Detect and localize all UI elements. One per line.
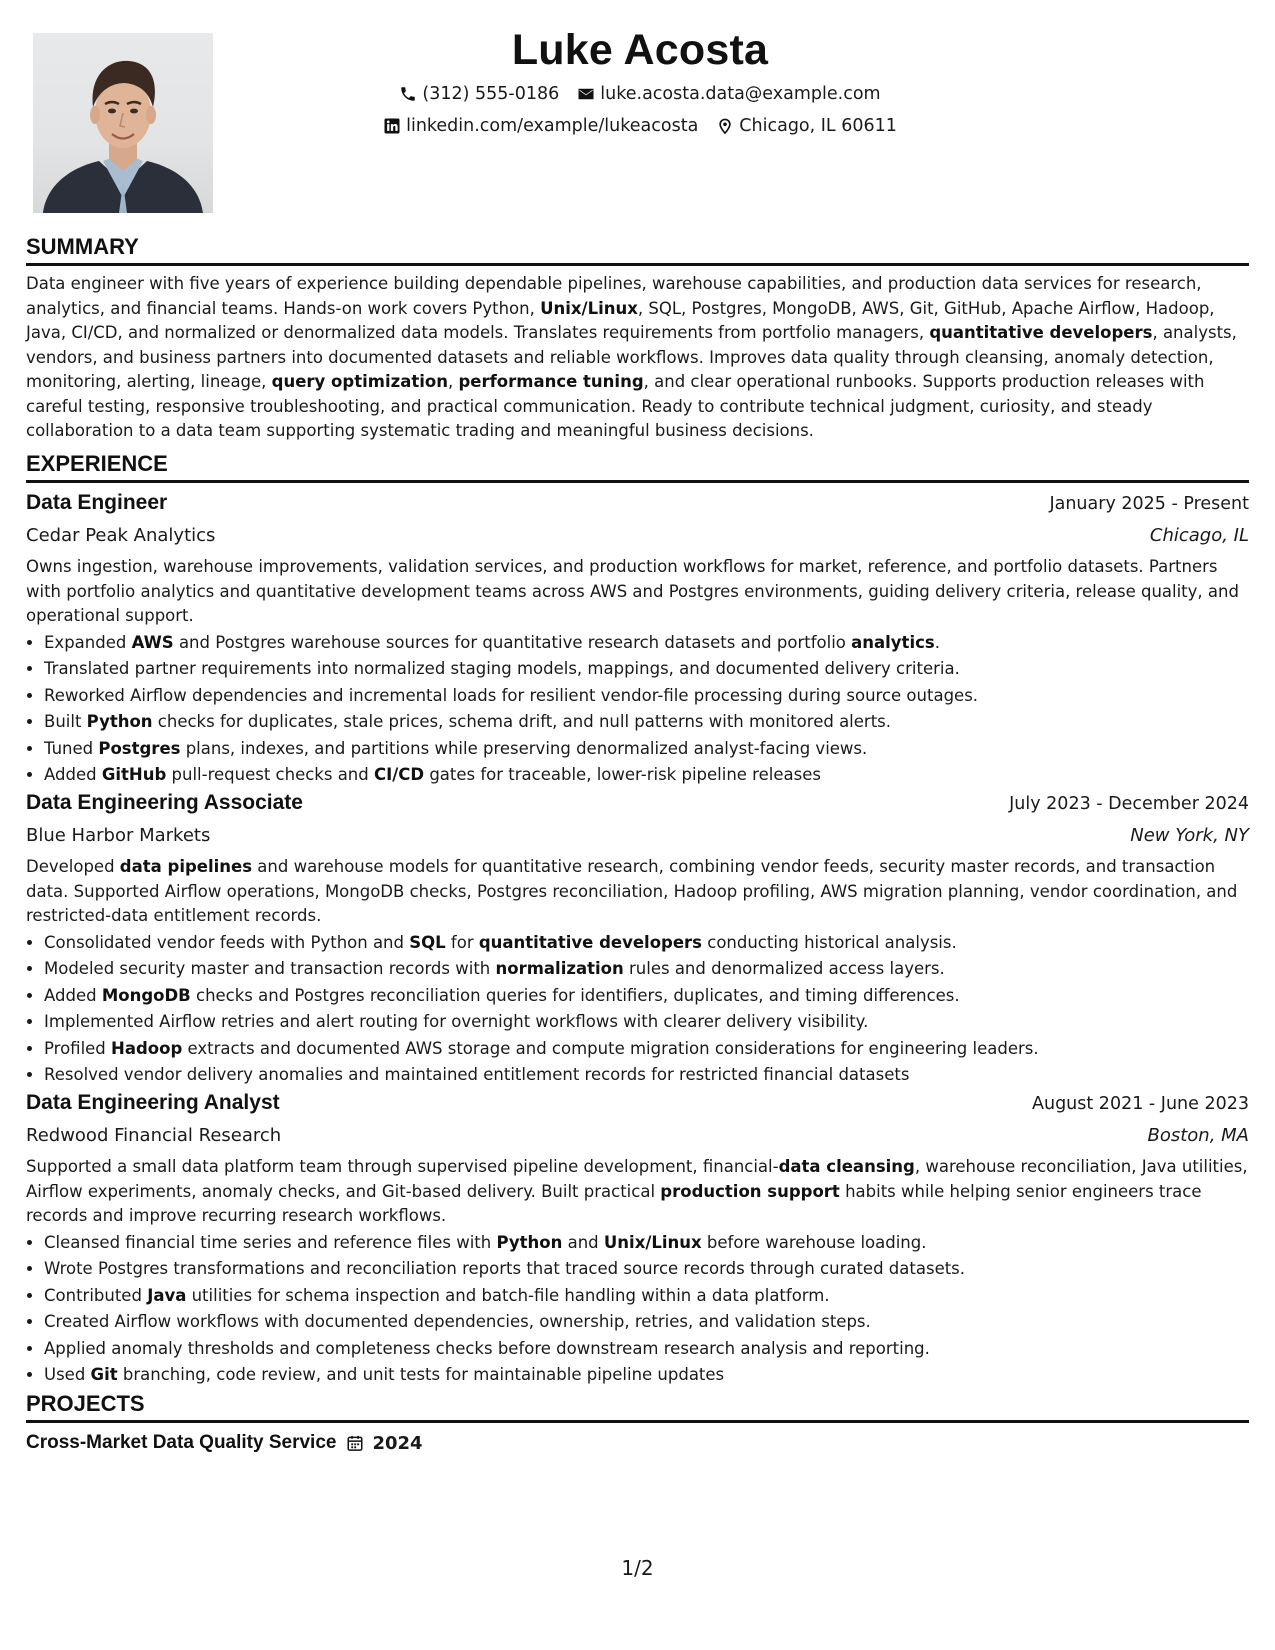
contact-row-primary [260,78,1020,110]
job-title: Data Engineer [26,491,168,514]
summary-heading: SUMMARY [26,233,1249,266]
linkedin-icon [383,117,401,135]
bullet-item: • Added GitHub pull-request checks and CI/CD gates for traceable, lower-risk pipeline releases [44,762,1249,789]
page-number: 1/2 [621,1556,654,1580]
emphasis-term: normalization [495,959,624,978]
summary-text: Data engineer with five years of experience building dependable pipelines, warehouse capabilities, and production data services for research, analytics, and financial teams. Hands-on work covers Python, Unix/Linux, SQL, Postgres, MongoDB, AWS, Git, GitHub, Apache Airflow, Hadoop, Java, CI/CD, and normalized or denormalized data models. Translates requirements from portfolio managers, quantitative developers, analysts, vendors, and business partners into documented datasets and reliable workflows. Improves data quality through cleansing, anomaly detection, monitoring, alerting, lineage, query optimization, performance tuning, and clear operational runbooks. Supports production releases with careful testing, responsive troubleshooting, and practical communication. Ready to contribute technical judgment, curiosity, and steady collaboration to a data team supporting systematic trading and meaningful business decisions. [26,274,1237,440]
job-bullets [26,930,1249,1089]
contact-location [716,110,897,142]
project-year [346,1433,422,1454]
emphasis-term: data pipelines [119,857,253,876]
job-bullets [26,630,1249,789]
experience-heading: EXPERIENCE [26,450,1249,483]
job-entry [26,487,1249,789]
emphasis-term: Python [86,712,153,731]
bullet-item: • Tuned Postgres plans, indexes, and partitions while preserving denormalized analyst-facing views. [44,736,1249,763]
job-dates: July 2023 - December 2024 [1009,794,1249,814]
emphasis-term: GitHub [101,765,167,784]
phone-text: (312) 555-0186 [422,84,560,104]
bullet-item: • Contributed Java utilities for schema inspection and batch-file handling within a data platform. [44,1283,1249,1310]
bullet-item: • Consolidated vendor feeds with Python and SQL for quantitative developers conducting historical analysis. [44,930,1249,957]
emphasis-term: quantitative developers [929,323,1153,342]
bullet-item: • Resolved vendor delivery anomalies and maintained entitlement records for restricted financial datasets [44,1062,1249,1089]
bullet-item: • Implemented Airflow retries and alert routing for overnight workflows with clearer delivery visibility. [44,1009,1249,1036]
job-dates: August 2021 - June 2023 [1032,1094,1249,1114]
bullet-item: • Translated partner requirements into normalized staging models, mappings, and documented delivery criteria. [44,656,1249,683]
emphasis-term: Git [90,1365,118,1384]
location-text: Chicago, IL 60611 [739,116,897,136]
project-entry [26,1428,1249,1458]
contact-row-secondary [260,110,1020,142]
bullet-item: • Modeled security master and transaction records with normalization rules and denormalized access layers. [44,956,1249,983]
calendar-icon [346,1434,364,1452]
projects-heading: PROJECTS [26,1390,1249,1423]
bullet-item: • Reworked Airflow dependencies and incremental loads for resilient vendor-file processing during source outages. [44,683,1249,710]
phone-icon [399,85,417,103]
emphasis-term: data cleansing [778,1157,915,1176]
contact-linkedin[interactable] [383,110,698,142]
bullet-item: • Used Git branching, code review, and unit tests for maintainable pipeline updates [44,1362,1249,1389]
email-text[interactable]: luke.acosta.data@example.com [600,84,881,104]
emphasis-term: MongoDB [101,985,191,1005]
bullet-item: • Wrote Postgres transformations and reconciliation reports that traced source records through curated datasets. [44,1256,1249,1283]
emphasis-term: Postgres [98,738,181,758]
job-description: Supported a small data platform team through supervised pipeline development, financial-data cleansing, warehouse reconciliation, Java utilities, Airflow experiments, anomaly checks, and Git-based delivery. Built practical production support habits while helping senior engineers trace records and improve recurring research workflows. [26,1157,1248,1225]
company-name: Blue Harbor Markets [26,825,211,846]
emphasis-term: Unix/Linux [603,1232,702,1252]
contact-email[interactable] [577,78,880,110]
job-dates: January 2025 - Present [1049,494,1249,514]
company-name: Redwood Financial Research [26,1125,282,1146]
map-pin-icon [716,117,734,135]
emphasis-term: production support [660,1181,840,1201]
bullet-item: • Created Airflow workflows with documented dependencies, ownership, retries, and validation steps. [44,1309,1249,1336]
job-description: Developed data pipelines and warehouse models for quantitative research, combining vendor feeds, security master records, and transaction data. Supported Airflow operations, MongoDB checks, Postgres reconciliation, Hadoop profiling, AWS migration planning, vendor coordination, and restricted-data entitlement records. [26,857,1238,925]
emphasis-term: CI/CD [373,765,425,784]
profile-photo [33,33,213,213]
bullet-item: • Profiled Hadoop extracts and documented AWS storage and compute migration considerations for engineering leaders. [44,1036,1249,1063]
project-year-text: 2024 [372,1432,423,1454]
project-title: Cross-Market Data Quality Service [26,1432,337,1453]
job-location: New York, NY [1130,825,1249,846]
emphasis-term: performance tuning [458,372,644,391]
bullet-item: • Cleansed financial time series and reference files with Python and Unix/Linux before warehouse loading. [44,1230,1249,1257]
emphasis-term: query optimization [271,372,448,391]
bullet-item: • Built Python checks for duplicates, stale prices, schema drift, and null patterns with monitored alerts. [44,709,1249,736]
emphasis-term: Python [496,1232,563,1252]
job-description: Owns ingestion, warehouse improvements, validation services, and production workflows for market, reference, and portfolio datasets. Partners with portfolio analytics and quantitative development teams across AWS and Postgres environments, guiding delivery criteria, release quality, and operational support. [26,557,1239,625]
emphasis-term: analytics [851,632,935,652]
linkedin-text[interactable]: linkedin.com/example/lukeacosta [406,116,699,136]
bullet-item: • Added MongoDB checks and Postgres reconciliation queries for identifiers, duplicates, and timing differences. [44,983,1249,1010]
contact-phone [399,78,559,110]
job-title: Data Engineering Associate [26,791,303,814]
job-entry [26,787,1249,1089]
bullet-item: • Applied anomaly thresholds and completeness checks before downstream research analysis and reporting. [44,1336,1249,1363]
emphasis-term: quantitative developers [478,932,702,952]
job-bullets [26,1230,1249,1389]
emphasis-term: SQL [409,932,446,952]
job-location: Chicago, IL [1149,525,1249,546]
job-entry [26,1087,1249,1389]
candidate-name: Luke Acosta [511,26,769,74]
emphasis-term: Unix/Linux [540,298,638,318]
emphasis-term: Hadoop [111,1038,183,1058]
bullet-item: • Expanded AWS and Postgres warehouse sources for quantitative research datasets and portfolio analytics. [44,630,1249,657]
job-title: Data Engineering Analyst [26,1091,280,1114]
company-name: Cedar Peak Analytics [26,525,216,546]
resume-header [260,22,1020,142]
envelope-icon [577,85,595,103]
emphasis-term: AWS [131,632,174,652]
job-location: Boston, MA [1147,1125,1249,1146]
emphasis-term: Java [147,1285,187,1305]
